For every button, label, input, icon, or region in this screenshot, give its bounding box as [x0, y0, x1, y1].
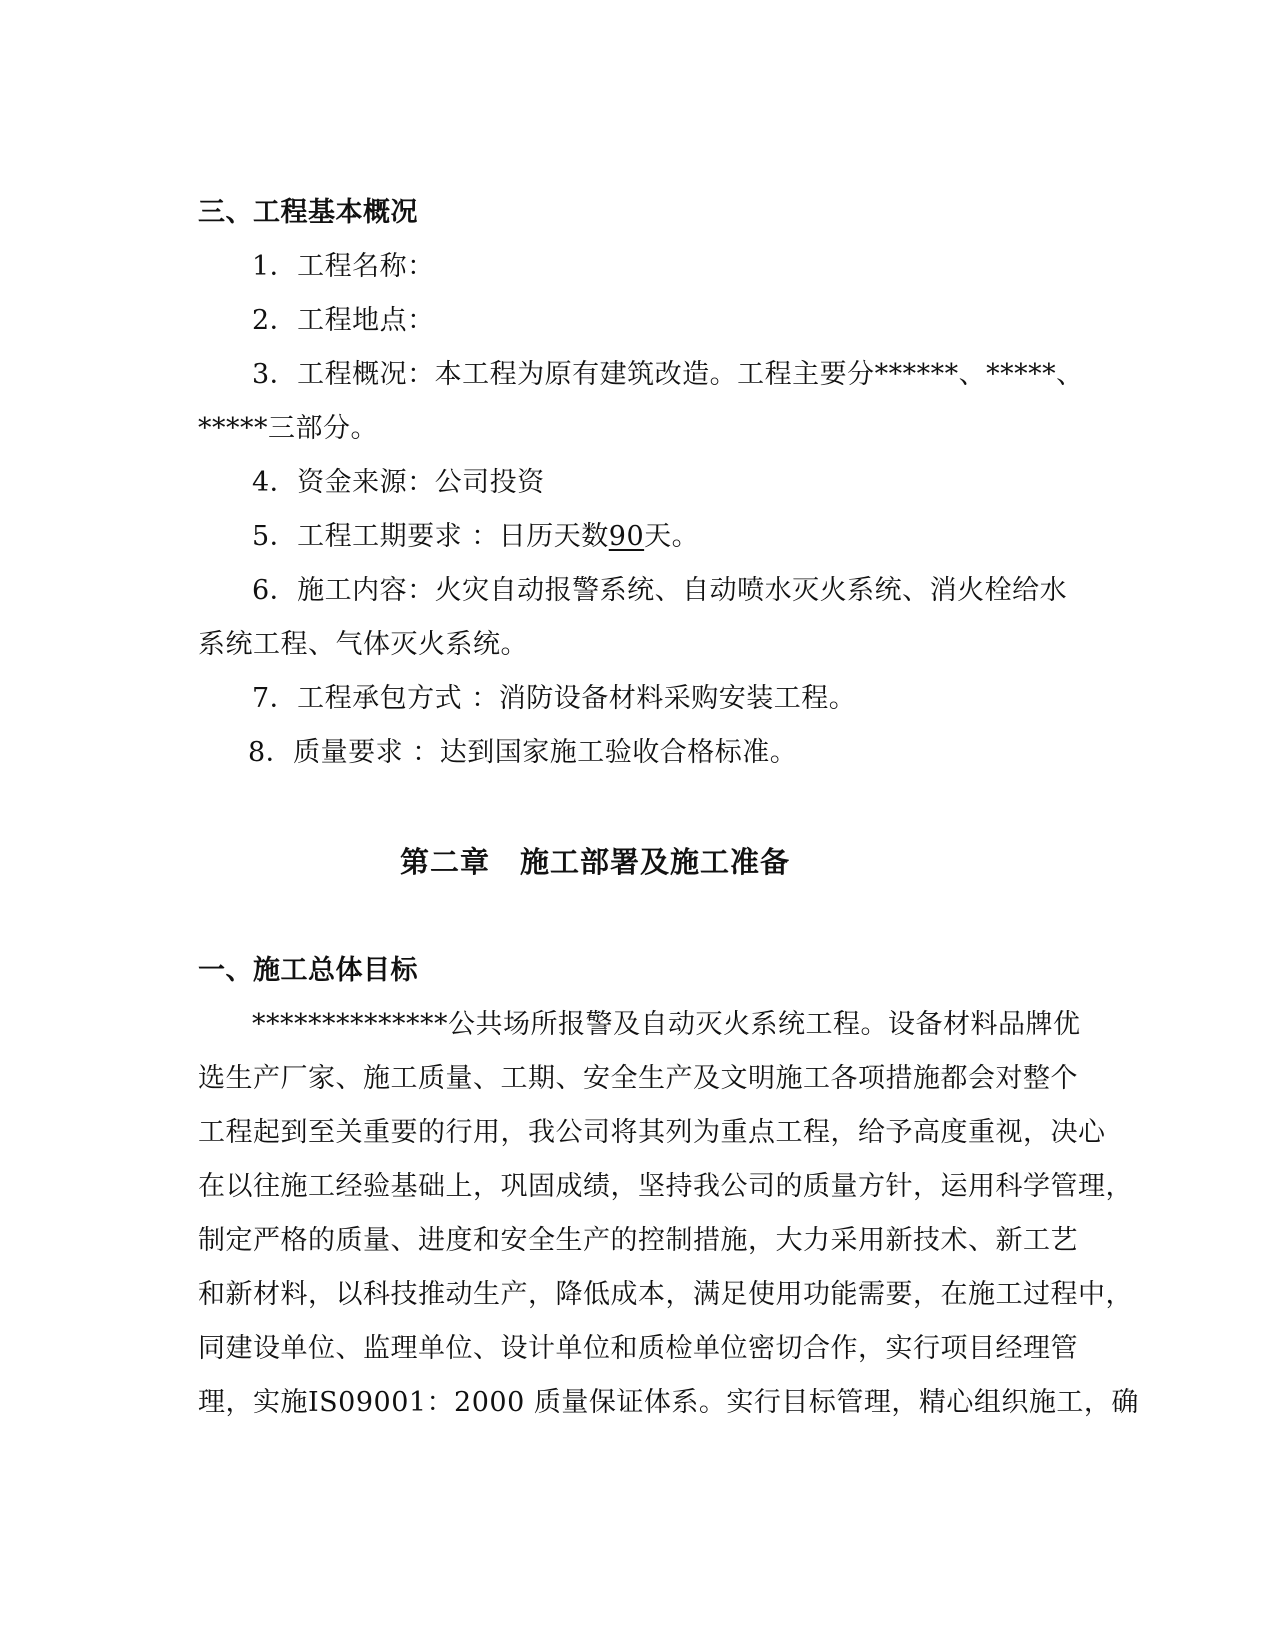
item-schedule-requirement	[252, 520, 699, 554]
paragraph-line: 工程起到至关重要的行用，我公司将其列为重点工程，给予高度重视，决心	[198, 1117, 1106, 1148]
section-heading-project-overview: 三、工程基本概况	[198, 197, 418, 228]
schedule-unit: 天。	[644, 521, 700, 552]
paragraph-line: 选生产厂家、施工质量、工期、安全生产及文明施工各项措施都会对整个	[198, 1063, 1078, 1094]
item-quality-requirement: 8．质量要求 ：达到国家施工验收合格标准。	[248, 737, 798, 768]
item-construction-content-line2: 系统工程、气体灭火系统。	[198, 629, 528, 660]
paragraph-line: 和新材料，以科技推动生产，降低成本，满足使用功能需要，在施工过程中，	[198, 1279, 1133, 1310]
item-project-summary-line2: *****三部分。	[198, 413, 378, 444]
item-project-location: 2．工程地点：	[252, 305, 435, 336]
schedule-days-value: 90	[608, 521, 645, 552]
paragraph-line: **************公共场所报警及自动灭火系统工程。设备材料品牌优	[252, 1009, 1081, 1040]
item-construction-content-line1: 6．施工内容：火灾自动报警系统、自动喷水灭火系统、消火栓给水	[252, 575, 1068, 606]
paragraph-line: 制定严格的质量、进度和安全生产的控制措施，大力采用新技术、新工艺	[198, 1225, 1078, 1256]
item-project-summary-line1: 3．工程概况：本工程为原有建筑改造。工程主要分******、*****、	[252, 359, 1084, 390]
chapter-title: 第二章 施工部署及施工准备	[400, 845, 791, 879]
paragraph-line: 同建设单位、监理单位、设计单位和质检单位密切合作，实行项目经理管	[198, 1333, 1078, 1364]
item-funding-source: 4．资金来源：公司投资	[252, 467, 545, 498]
section-heading-overall-goal: 一、施工总体目标	[198, 955, 418, 986]
paragraph-line: 在以往施工经验基础上，巩固成绩，坚持我公司的质量方针，运用科学管理，	[198, 1171, 1133, 1202]
item-contract-method: 7．工程承包方式 ：消防设备材料采购安装工程。	[252, 683, 857, 714]
paragraph-line: 理，实施IS09001：2000 质量保证体系。实行目标管理，精心组织施工，确	[198, 1387, 1139, 1418]
item-project-name: 1．工程名称：	[252, 251, 435, 282]
schedule-label: 5．工程工期要求 ：日历天数	[252, 521, 609, 552]
